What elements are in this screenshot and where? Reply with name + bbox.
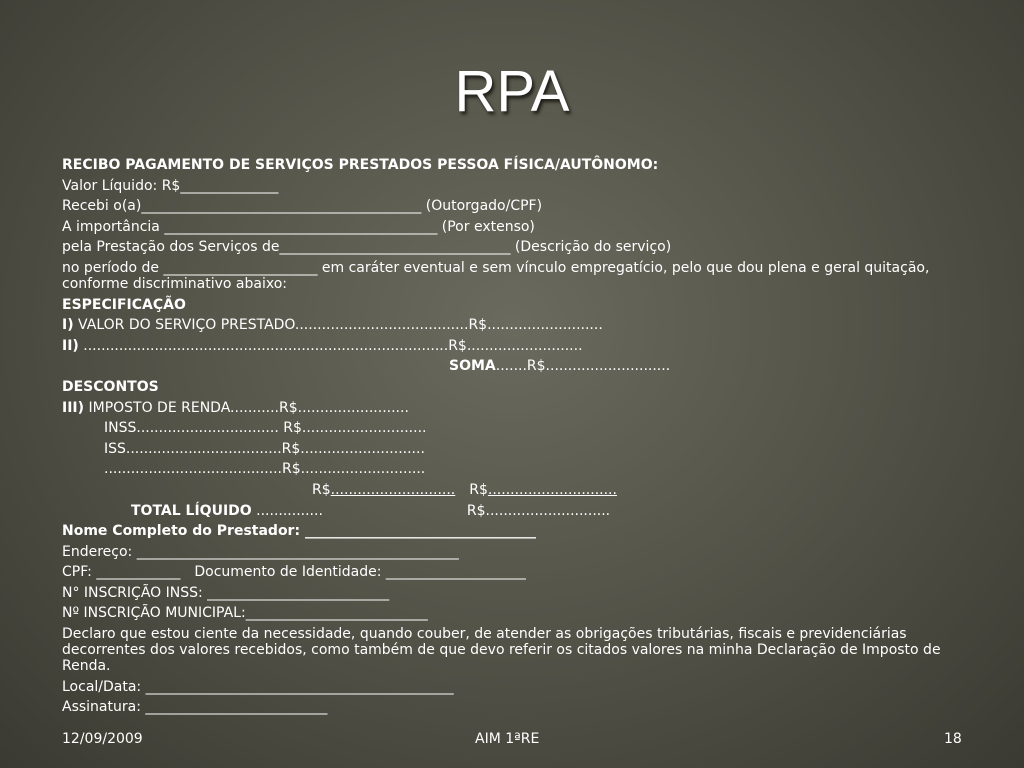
- iss-line: ISS...................................R$............................: [104, 440, 425, 457]
- item-3-label: III): [62, 399, 85, 416]
- item-1-label: I): [62, 317, 74, 334]
- especificacao-heading: ESPECIFICAÇÃO: [62, 296, 186, 313]
- rs-right-dots: .............................: [487, 481, 617, 498]
- footer-center-text: AIM 1ªRE: [475, 731, 540, 747]
- total-rs: R$............................: [466, 502, 611, 519]
- nome-blank: _________________________________: [304, 523, 536, 540]
- total-dots: ...............: [251, 502, 323, 519]
- nome-line: [62, 523, 962, 539]
- declaro-paragraph: Declaro que estou ciente da necessidade, quando couber, de atender as obrigações tributárias, fiscais e previdenciárias decorrentes dos valores recebidos, como também de que devo referir os citados valores na minha Declaração de Imposto de Renda.: [62, 626, 941, 675]
- rs-right-label: R$: [469, 481, 488, 498]
- outros-line: ........................................R$............................: [104, 461, 426, 478]
- descontos-heading: DESCONTOS: [62, 378, 159, 395]
- inscricao-municipal-line: Nº INSCRIÇÃO MUNICIPAL:__________________________: [62, 605, 428, 622]
- total-label: TOTAL LÍQUIDO: [131, 502, 252, 519]
- inscricao-inss-line: N° INSCRIÇÃO INSS: __________________________: [62, 584, 390, 601]
- documento-field: Documento de Identidade: ____________________: [194, 564, 526, 581]
- item-2-line: [62, 338, 962, 354]
- nome-label: Nome Completo do Prestador:: [62, 523, 301, 540]
- item-3-line: [62, 400, 962, 416]
- endereco-line: Endereço: ______________________________________________: [62, 543, 459, 560]
- recebi-line: Recebi o(a)________________________________________ (Outorgado/CPF): [62, 198, 543, 215]
- item-1-line: [62, 317, 962, 333]
- item-2-label: II): [62, 337, 79, 354]
- assinatura-line: Assinatura: __________________________: [62, 699, 328, 716]
- item-1-text: VALOR DO SERVIÇO PRESTADO.......................................R$..........................: [73, 317, 603, 334]
- prestacao-line: pela Prestação dos Serviços de_________________________________ (Descrição do serviço): [62, 239, 672, 256]
- local-data-line: Local/Data: ____________________________________________: [62, 678, 454, 695]
- subtotal-line: [62, 482, 962, 498]
- rs-left-label: R$: [312, 481, 331, 498]
- item-2-text: ..................................................................................R$..........................: [78, 337, 583, 354]
- item-3-text: IMPOSTO DE RENDA...........R$.........................: [84, 399, 409, 416]
- soma-line: [62, 358, 962, 374]
- valor-liquido-line: Valor Líquido: R$______________: [62, 177, 279, 194]
- cpf-field: CPF: ____________: [62, 564, 181, 581]
- inss-line: INSS................................ R$............................: [104, 420, 427, 437]
- slide-title: RPA: [454, 59, 570, 124]
- cpf-line: [62, 564, 962, 580]
- form-heading: RECIBO PAGAMENTO DE SERVIÇOS PRESTADOS PESSOA FÍSICA/AUTÔNOMO:: [62, 157, 659, 173]
- footer-date: 12/09/2009: [62, 731, 143, 747]
- soma-label: SOMA: [449, 358, 496, 375]
- slide-number: 18: [944, 731, 962, 747]
- soma-text: .......R$............................: [495, 358, 671, 375]
- receipt-form: [62, 157, 962, 720]
- periodo-line: no período de ______________________ em caráter eventual e sem vínculo empregatício, pelo que dou plena e geral quitação, conforme discriminativo abaixo:: [62, 259, 930, 292]
- importancia-line: A importância _______________________________________ (Por extenso): [62, 218, 535, 235]
- total-line: [62, 503, 962, 519]
- rs-left-dots: ............................: [330, 481, 456, 498]
